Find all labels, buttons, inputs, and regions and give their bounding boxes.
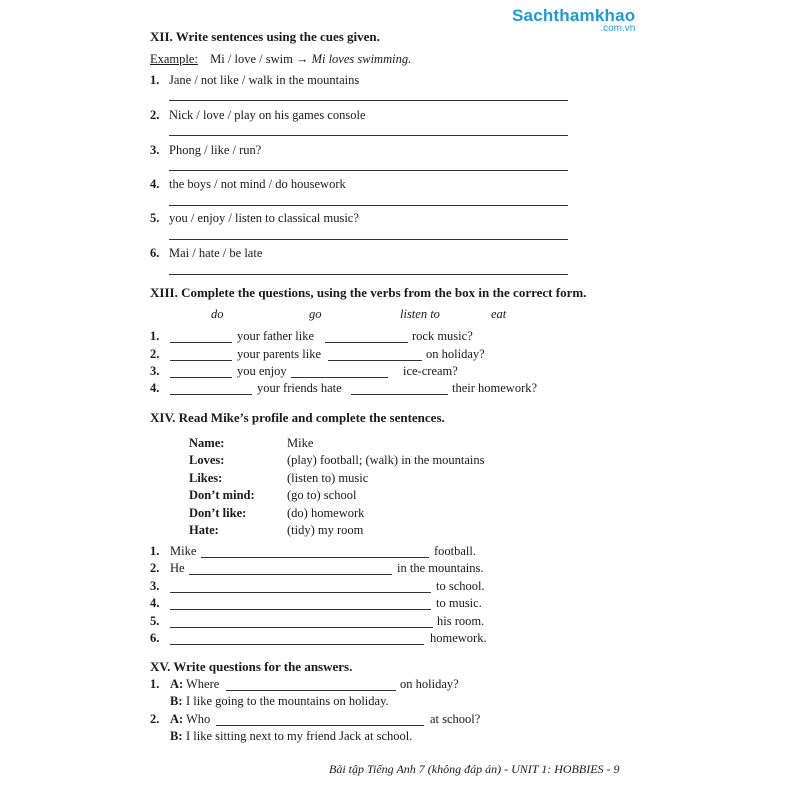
item-text: their homework? [452,381,538,395]
question-start: Who [186,712,211,726]
item-number: 4. [150,177,160,191]
profile-label: Don’t mind: [189,488,255,502]
item-number: 5. [150,211,160,225]
blank-line[interactable] [216,725,424,726]
item-number: 1. [150,73,160,87]
item-number: 6. [150,246,160,260]
item-number: 1. [150,544,160,558]
profile-value: (play) football; (walk) in the mountains [287,453,485,467]
ex14-title: XIV. Read Mike’s profile and complete the sentences. [150,410,445,425]
item-number: 3. [150,143,160,157]
blank-line[interactable] [170,592,431,593]
profile-label: Hate: [189,523,219,537]
answer-text: I like going to the mountains on holiday. [186,694,389,708]
item-number: 2. [150,712,160,726]
watermark-domain: .com.vn [600,23,636,34]
question-end: on holiday? [400,677,459,691]
blank-line[interactable] [328,360,422,361]
item-number: 2. [150,347,160,361]
item-cue: the boys / not mind / do housework [169,177,346,191]
item-cue: Jane / not like / walk in the mountains [169,73,360,87]
item-number: 1. [150,329,160,343]
profile-label: Loves: [189,453,225,467]
item-start: He [170,561,185,575]
item-text: your friends hate [257,381,342,395]
answer-line[interactable] [169,239,568,240]
answer-line[interactable] [169,274,568,275]
profile-value: (go to) school [287,488,357,502]
question-start: Where [186,677,220,691]
verb-box-item: go [309,307,322,321]
blank-line[interactable] [170,609,431,610]
item-number: 4. [150,381,160,395]
item-cue: you / enjoy / listen to classical music? [169,211,359,225]
blank-line[interactable] [170,394,252,395]
item-end: to music. [436,596,482,610]
item-end: to school. [436,579,485,593]
item-number: 2. [150,108,160,122]
item-end: his room. [437,614,485,628]
profile-value: (listen to) music [287,471,369,485]
item-number: 4. [150,596,160,610]
item-text: rock music? [412,329,473,343]
item-text: your parents like [237,347,322,361]
verb-box-item: eat [491,307,507,321]
item-number: 2. [150,561,160,575]
profile-label: Name: [189,436,225,450]
profile-value: (do) homework [287,506,365,520]
answer-line[interactable] [169,205,568,206]
blank-line[interactable] [170,627,433,628]
ex15-title: XV. Write questions for the answers. [150,659,353,674]
item-text: on holiday? [426,347,485,361]
blank-line[interactable] [351,394,448,395]
profile-label: Likes: [189,471,223,485]
answer-line[interactable] [169,100,568,101]
verb-box-item: listen to [400,307,440,321]
speaker-a-label: A: [170,712,184,726]
question-end: at school? [430,712,481,726]
verb-box-item: do [211,307,224,321]
item-cue: Phong / like / run? [169,143,262,157]
item-number: 3. [150,364,160,378]
item-cue: Mai / hate / be late [169,246,263,260]
watermark-brand: Sachthamkhao [512,6,636,25]
answer-line[interactable] [169,135,568,136]
example-cue: Mi / love / swim [210,52,293,66]
ex12-title: XII. Write sentences using the cues given. [150,29,380,44]
item-number: 5. [150,614,160,628]
answer-text: I like sitting next to my friend Jack at school. [186,729,413,743]
blank-line[interactable] [201,557,429,558]
blank-line[interactable] [325,342,408,343]
speaker-a-label: A: [170,677,184,691]
item-text: your father like [237,329,315,343]
item-number: 6. [150,631,160,645]
item-cue: Nick / love / play on his games console [169,108,366,122]
item-end: football. [434,544,477,558]
blank-line[interactable] [189,574,392,575]
ex13-title: XIII. Complete the questions, using the verbs from the box in the correct form. [150,285,587,300]
item-text: you enjoy [237,364,287,378]
speaker-b-label: B: [170,729,183,743]
blank-line[interactable] [226,690,396,691]
example-answer: Mi loves swimming. [311,52,412,66]
blank-line[interactable] [170,342,232,343]
item-number: 3. [150,579,160,593]
profile-value: (tidy) my room [287,523,364,537]
profile-label: Don’t like: [189,506,247,520]
speaker-b-label: B: [170,694,183,708]
blank-line[interactable] [170,377,232,378]
answer-line[interactable] [169,170,568,171]
blank-line[interactable] [170,644,424,645]
profile-value: Mike [287,436,314,450]
watermark-logo [512,6,635,34]
example-label: Example: [150,52,198,66]
item-start: Mike [170,544,197,558]
item-number: 1. [150,677,160,691]
arrow-icon: → [295,52,309,66]
blank-line[interactable] [291,377,388,378]
blank-line[interactable] [170,360,232,361]
item-end: homework. [430,631,487,645]
page-footer: Bài tập Tiếng Anh 7 (không đáp án) - UNIT 1: HOBBIES - 9 [329,762,620,776]
item-end: in the mountains. [397,561,484,575]
item-text: ice-cream? [403,364,458,378]
ex12-example [150,52,411,67]
